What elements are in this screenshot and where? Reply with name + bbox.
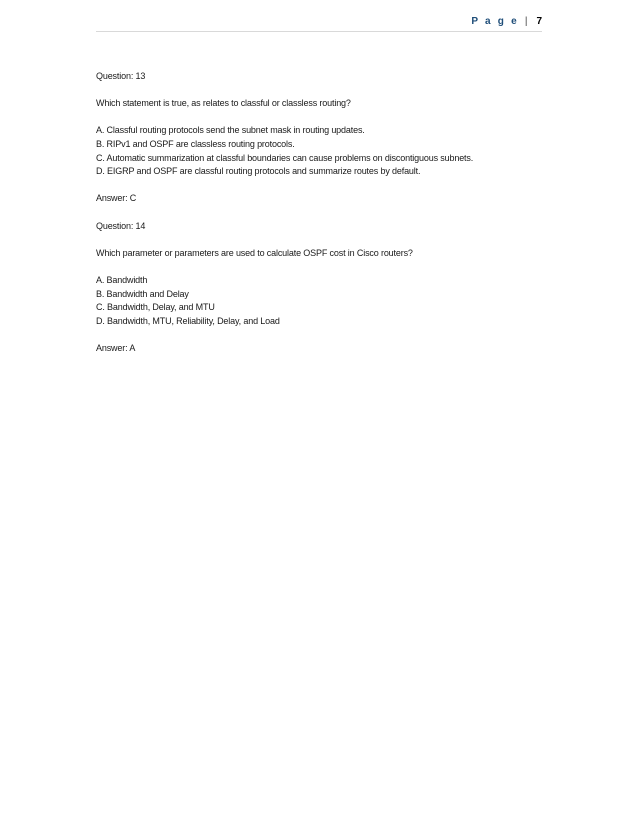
- answer-option: B. Bandwidth and Delay: [96, 288, 189, 299]
- spacer: [96, 179, 542, 193]
- question-heading: Question: 14: [96, 220, 146, 231]
- answer-key: Answer: C: [96, 193, 137, 204]
- question-prompt: Which statement is true, as relates to classful or classless routing?: [96, 98, 351, 109]
- spacer: [96, 84, 542, 98]
- answer-option: C. Bandwidth, Delay, and MTU: [96, 302, 215, 313]
- question-block: [96, 220, 542, 356]
- answer-option: A. Classful routing protocols send the subnet mask in routing updates.: [96, 125, 365, 136]
- spacer: [96, 233, 542, 247]
- page-separator: |: [524, 16, 528, 27]
- spacer: [96, 111, 542, 125]
- header-divider: [96, 31, 542, 32]
- spacer: [96, 260, 542, 274]
- answer-key: Answer: A: [96, 342, 136, 353]
- answer-option: D. Bandwidth, MTU, Reliability, Delay, and Load: [96, 315, 280, 326]
- spacer: [96, 328, 542, 342]
- question-block: [96, 70, 542, 220]
- answer-option: B. RIPv1 and OSPF are classless routing protocols.: [96, 138, 295, 149]
- document-body: [96, 70, 542, 355]
- page-header: [96, 14, 542, 30]
- question-prompt: Which parameter or parameters are used to calculate OSPF cost in Cisco routers?: [96, 247, 413, 258]
- answer-option: C. Automatic summarization at classful boundaries can cause problems on discontiguous subnets.: [96, 152, 474, 163]
- spacer: [96, 206, 542, 220]
- question-heading: Question: 13: [96, 71, 146, 81]
- answer-option: A. Bandwidth: [96, 274, 148, 285]
- answer-option: D. EIGRP and OSPF are classful routing protocols and summarize routes by default.: [96, 166, 421, 177]
- page-label: P a g e: [471, 16, 519, 27]
- page-number: 7: [536, 16, 542, 27]
